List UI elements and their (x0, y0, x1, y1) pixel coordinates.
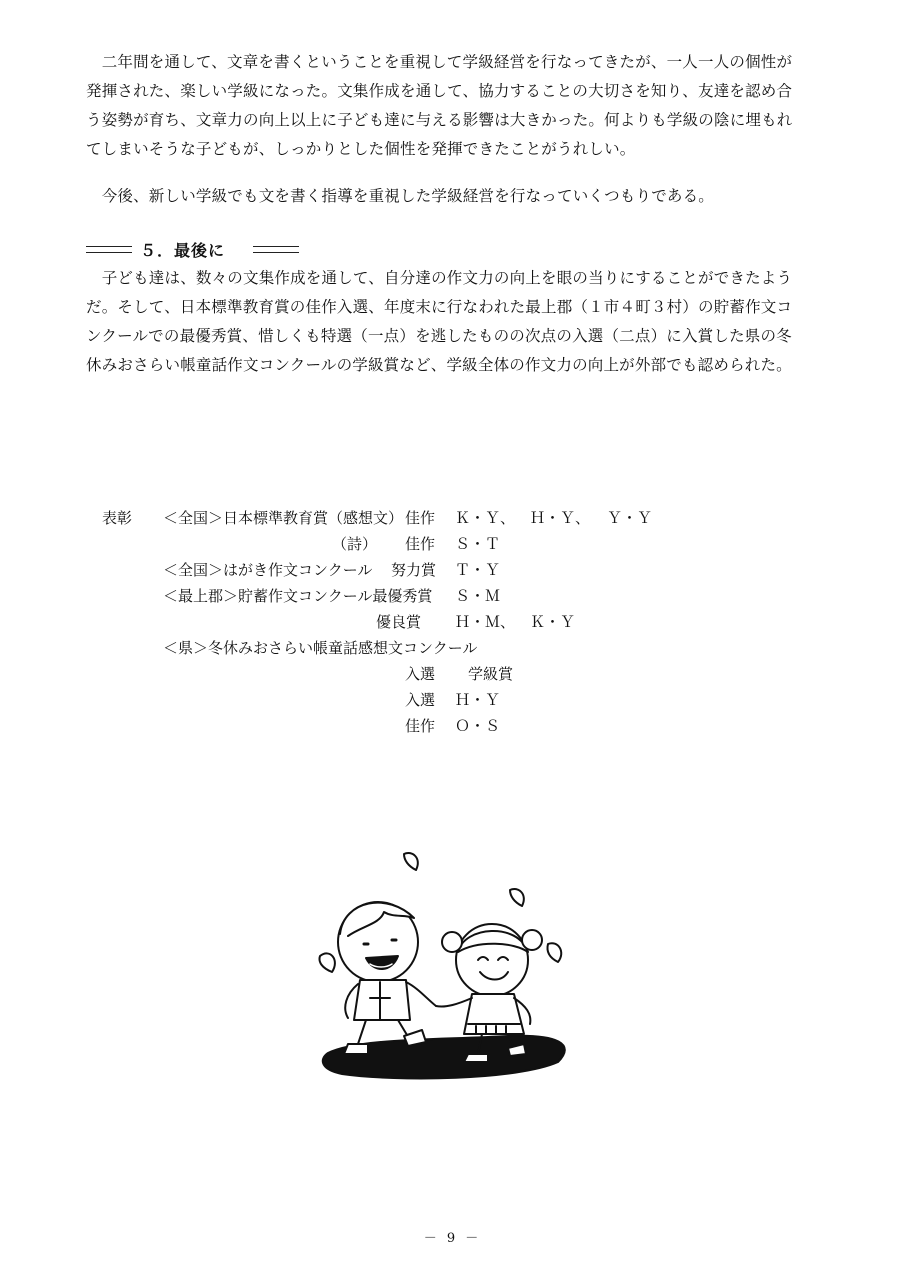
award-recipient: Ｈ・Ｙ、 (530, 509, 591, 527)
text-line: 子ども達は、数々の文集作成を通して、自分達の作文力の向上を眼の当りにすることができたよう (86, 269, 793, 287)
award-prize: 入選 (405, 691, 436, 709)
text-line: てしまいそうな子どもが、しっかりとした個性を発揮できたことがうれしい。 (86, 140, 636, 158)
award-recipient: 学級賞 (468, 665, 514, 683)
award-recipient: Ｓ・Ｍ (455, 587, 501, 605)
children-holding-hands-illustration (318, 848, 580, 1086)
text-line: ンクールでの最優秀賞、惜しくも特選（一点）を逃したものの次点の入選（二点）に入賞した県の冬 (86, 327, 792, 345)
text-line: だ。そして、日本標準教育賞の佳作入選、年度末に行なわれた最上郡（１市４町３村）の貯蓄作文コ (86, 298, 793, 316)
award-contest: （詩） (332, 535, 378, 553)
text-line: 今後、新しい学級でも文を書く指導を重視した学級経営を行なっていくつもりである。 (86, 187, 715, 205)
text-line: う姿勢が育ち、文章力の向上以上に子ども達に与える影響は大きかった。何よりも学級の陰に埋もれ (86, 111, 793, 129)
award-prize: 佳作 (405, 717, 436, 735)
award-recipient: Ｋ・Ｙ、 (455, 509, 516, 527)
award-contest: ＜県＞冬休みおさらい帳童話感想文コンクール (163, 639, 478, 657)
text-line: 二年間を通して、文章を書くということを重視して学級経営を行なってきたが、一人一人の個性が (86, 53, 793, 71)
page-number: － 9 － (423, 1231, 482, 1246)
award-contest: ＜全国＞はがき作文コンクール (163, 561, 373, 579)
award-contest: ＜全国＞日本標準教育賞（感想文） (163, 509, 404, 527)
award-recipient: Ｙ・Ｙ (607, 509, 653, 527)
section-title: ５．最後に (140, 240, 226, 260)
award-recipient: Ｋ・Ｙ (530, 613, 576, 631)
award-recipient: Ｏ・Ｓ (455, 717, 501, 735)
award-prize: 佳作 (405, 535, 436, 553)
awards-label: 表彰 (102, 509, 133, 527)
award-recipient: Ｓ・Ｔ (455, 535, 501, 553)
award-prize: 入選 (405, 665, 436, 683)
award-prize: 優良賞 (376, 613, 422, 631)
text-line: 休みおさらい帳童話作文コンクールの学級賞など、学級全体の作文力の向上が外部でも認められた。 (86, 356, 792, 374)
award-contest: ＜最上郡＞貯蓄作文コンクール最優秀賞 (163, 587, 433, 605)
award-recipient: Ｔ・Ｙ (455, 561, 501, 579)
award-recipient: Ｈ・Ｙ (455, 691, 501, 709)
text-line: 発揮された、楽しい学級になった。文集作成を通して、協力することの大切さを知り、友達を認め合 (86, 82, 793, 100)
award-prize: 佳作 (405, 509, 436, 527)
award-prize: 努力賞 (391, 561, 437, 579)
award-recipient: Ｈ・Ｍ、 (455, 613, 516, 631)
